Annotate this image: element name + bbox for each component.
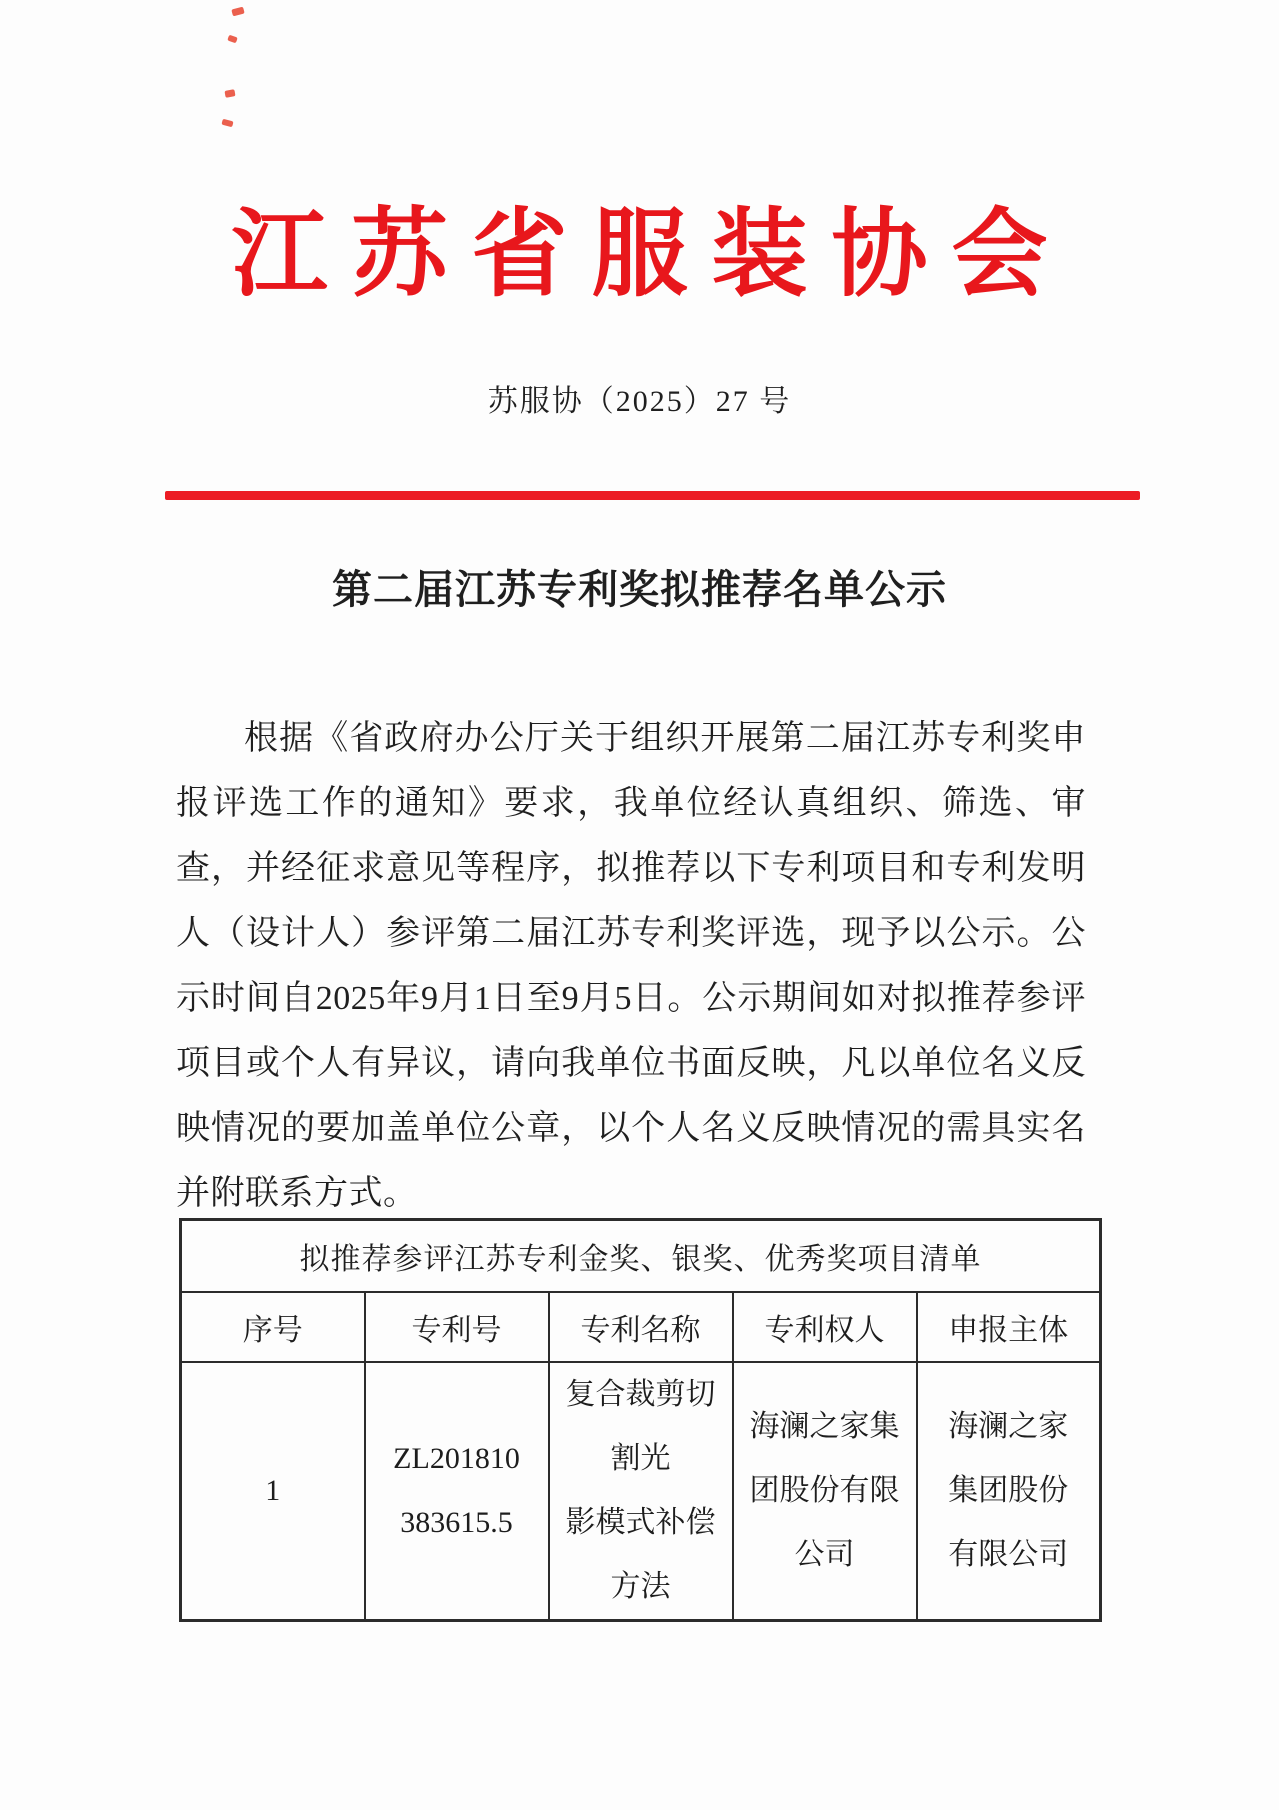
announcement-heading: 第二届江苏专利奖拟推荐名单公示 xyxy=(332,567,947,612)
cell-patent-no: ZL201810 383615.5 xyxy=(365,1362,549,1621)
document-number: 苏服协（2025）27 号 xyxy=(487,385,792,418)
announcement-body-paragraph: 根据《省政府办公厅关于组织开展第二届江苏专利奖申报评选工作的通知》要求，我单位经认真组织、筛选、审查，并经征求意见等程序，拟推荐以下专利项目和专利发明人（设计人）参评第二届江苏专利奖评选，现予以公示。公示时间自2025年9月1日至9月5日。公示期间如对拟推荐参评项目或个人有异议，请向我单位书面反映，凡以单位名义反映情况的要加盖单位公章，以个人名义反映情况的需具实名并附联系方式。 xyxy=(176,720,1086,1212)
recommendation-table xyxy=(179,1218,1102,1622)
red-divider-rule xyxy=(165,491,1140,500)
column-header-patent-name: 专利名称 xyxy=(549,1292,733,1362)
cell-patent-name: 复合裁剪切割光 影模式补偿方法 xyxy=(549,1362,733,1621)
scan-artifact-red-mark xyxy=(227,35,238,44)
scan-artifact-red-mark xyxy=(224,89,235,98)
scan-artifact-red-mark xyxy=(231,7,244,17)
cell-seq: 1 xyxy=(181,1362,365,1621)
table-row xyxy=(181,1362,1101,1621)
column-header-patentee: 专利权人 xyxy=(733,1292,917,1362)
table-title-row xyxy=(181,1220,1101,1292)
cell-applicant: 海澜之家 集团股份 有限公司 xyxy=(917,1362,1101,1621)
column-header-seq: 序号 xyxy=(181,1292,365,1362)
table-header-row xyxy=(181,1292,1101,1362)
cell-patentee: 海澜之家集 团股份有限 公司 xyxy=(733,1362,917,1621)
column-header-applicant: 申报主体 xyxy=(917,1292,1101,1362)
table-title: 拟推荐参评江苏专利金奖、银奖、优秀奖项目清单 xyxy=(181,1220,1101,1292)
organization-title: 江苏省服装协会 xyxy=(231,201,1072,308)
column-header-patent-no: 专利号 xyxy=(365,1292,549,1362)
scan-artifact-red-mark xyxy=(221,119,233,128)
